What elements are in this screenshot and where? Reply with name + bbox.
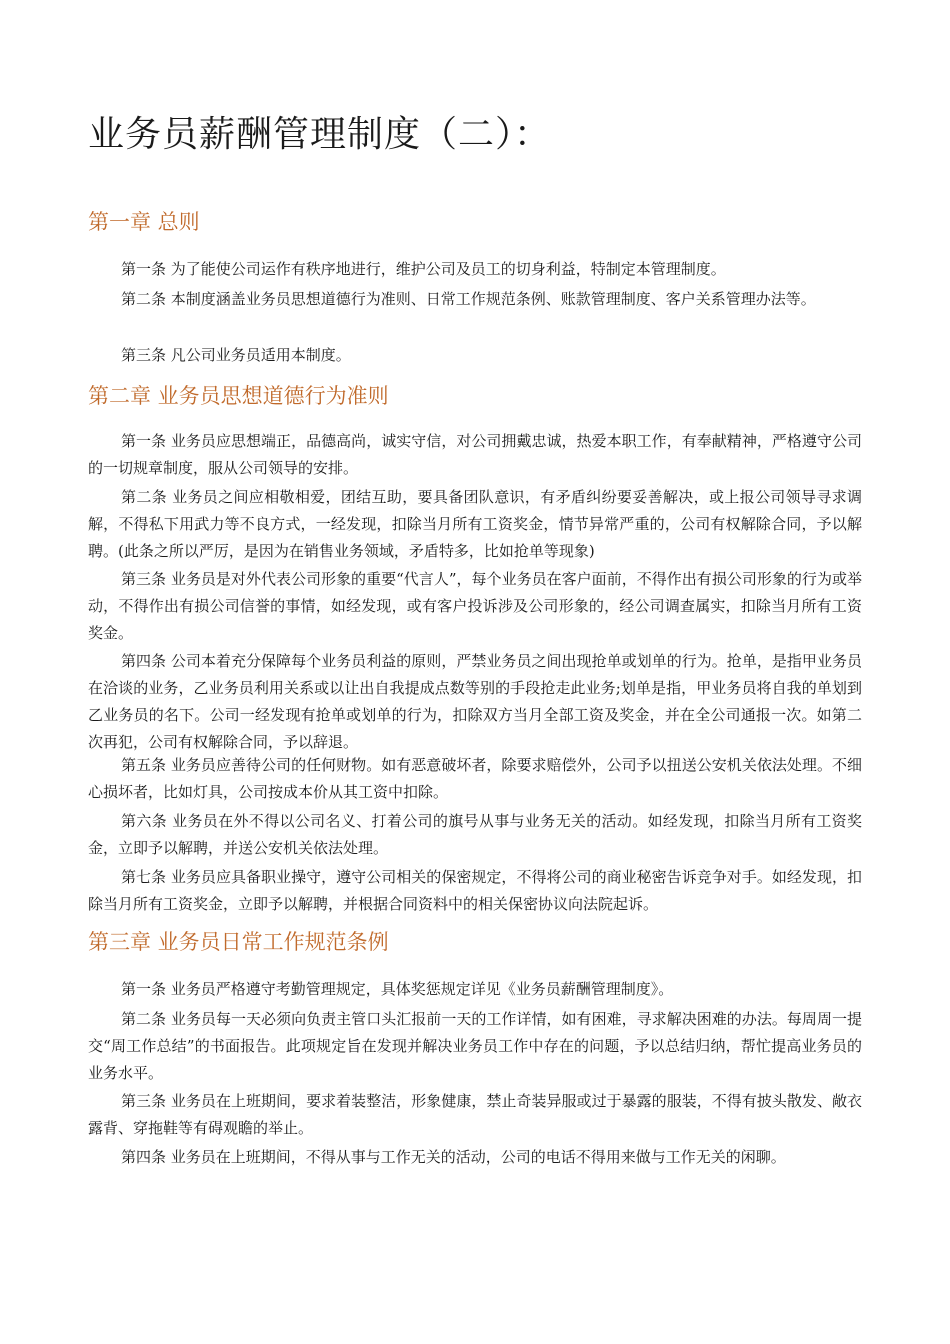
chapter-3-heading: 第三章 业务员日常工作规范条例: [88, 930, 389, 954]
chapter-2-heading: 第二章 业务员思想道德行为准则: [88, 384, 389, 408]
chapter-2-article-2: 第二条 业务员之间应相敬相爱，团结互助，要具备团队意识，有矛盾纠纷要妥善解决，或上报公司领导寻求调解，不得私下用武力等不良方式，一经发现，扣除当月所有工资奖金，情节异常严重的，公司有权解除合同，予以解聘。(此条之所以严厉，是因为在销售业务领域，矛盾特多，比如抢单等现象): [88, 488, 862, 560]
chapter-2-article-6: 第六条 业务员在外不得以公司名义、打着公司的旗号从事与业务无关的活动。如经发现，扣除当月所有工资奖金，立即予以解聘，并送公安机关依法处理。: [88, 812, 862, 857]
chapter-1-article-2: 第二条 本制度涵盖业务员思想道德行为准则、日常工作规范条例、账款管理制度、客户关系管理办法等。: [121, 290, 816, 308]
chapter-2-article-4: 第四条 公司本着充分保障每个业务员利益的原则，严禁业务员之间出现抢单或划单的行为。抢单，是指甲业务员在洽谈的业务，乙业务员利用关系或以让出自我提成点数等别的手段抢走此业务;划单是指，甲业务员将自我的单划到乙业务员的名下。公司一经发现有抢单或划单的行为，扣除双方当月全部工资及奖金，并在全公司通报一次。如第二次再犯，公司有权解除合同，予以辞退。: [88, 652, 862, 751]
chapter-1-article-1: 第一条 为了能使公司运作有秩序地进行，维护公司及员工的切身利益，特制定本管理制度。: [121, 260, 726, 278]
chapter-2-article-5: 第五条 业务员应善待公司的任何财物。如有恶意破坏者，除要求赔偿外，公司予以扭送公安机关依法处理。不细心损坏者，比如灯具，公司按成本价从其工资中扣除。: [88, 756, 862, 801]
chapter-2-article-7: 第七条 业务员应具备职业操守，遵守公司相关的保密规定，不得将公司的商业秘密告诉竞争对手。如经发现，扣除当月所有工资奖金，立即予以解聘，并根据合同资料中的相关保密协议向法院起诉。: [88, 868, 862, 913]
chapter-2-article-1: 第一条 业务员应思想端正，品德高尚，诚实守信，对公司拥戴忠诚，热爱本职工作，有奉献精神，严格遵守公司的一切规章制度，服从公司领导的安排。: [88, 432, 862, 477]
chapter-1-article-3: 第三条 凡公司业务员适用本制度。: [121, 346, 351, 364]
document-title: 业务员薪酬管理制度（二）：: [88, 114, 552, 155]
chapter-3-article-2: 第二条 业务员每一天必须向负责主管口头汇报前一天的工作详情，如有困难，寻求解决困难的办法。每周周一提交“周工作总结”的书面报告。此项规定旨在发现并解决业务员工作中存在的问题，予以总结归纳，帮忙提高业务员的业务水平。: [88, 1010, 862, 1082]
chapter-1-heading: 第一章 总则: [88, 210, 200, 234]
chapter-2-article-3: 第三条 业务员是对外代表公司形象的重要“代言人”，每个业务员在客户面前，不得作出有损公司形象的行为或举动，不得作出有损公司信誉的事情，如经发现，或有客户投诉涉及公司形象的，经公司调查属实，扣除当月所有工资奖金。: [88, 570, 862, 642]
chapter-3-article-3: 第三条 业务员在上班期间，要求着装整洁，形象健康，禁止奇装异服或过于暴露的服装，不得有披头散发、敞衣露背、穿拖鞋等有碍观瞻的举止。: [88, 1092, 862, 1137]
chapter-3-article-4: 第四条 业务员在上班期间，不得从事与工作无关的活动，公司的电话不得用来做与工作无关的闲聊。: [121, 1148, 786, 1166]
chapter-3-article-1: 第一条 业务员严格遵守考勤管理规定，具体奖惩规定详见《业务员薪酬管理制度》。: [121, 980, 674, 998]
